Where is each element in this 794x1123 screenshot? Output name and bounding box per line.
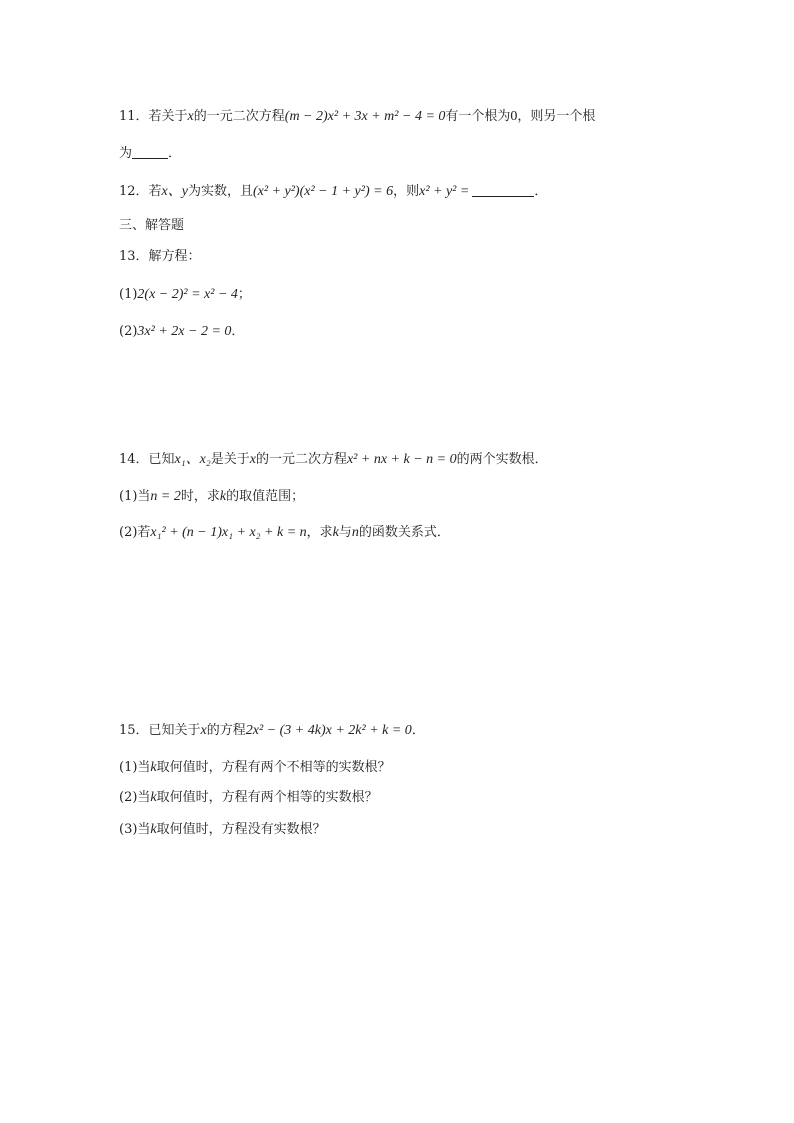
q12-text: ，则: [393, 184, 420, 199]
q12-expression: x² + y² =: [419, 184, 470, 199]
q12-text: 为实数，且: [187, 184, 253, 199]
q14-sub2-condition: x₁² + (n − 1)x₁ + x₂ + k = n: [150, 525, 307, 540]
q14-text: 的函数关系式．: [358, 525, 450, 540]
q14-text: ，求: [306, 525, 333, 540]
q14-text: 的一元二次方程: [255, 452, 347, 467]
q14-sub1-condition: n = 2: [150, 489, 181, 504]
q11-var-x: x: [187, 109, 194, 124]
q14-text: 的两个实数根．: [456, 452, 548, 467]
q13-sub1-equation: 2(x − 2)² = x² − 4: [137, 287, 238, 302]
q15-var-k: k: [150, 760, 157, 775]
q15-text: 15．已知关于: [119, 723, 201, 738]
q14-text: 是关于: [210, 452, 250, 467]
q14-sub2: [119, 523, 450, 543]
q12-answer-blank[interactable]: [472, 182, 534, 197]
q11-line2: [119, 144, 181, 164]
q15-line: [119, 721, 425, 741]
q14-sub1-label: (1)当: [119, 489, 151, 504]
q15-text: 取何值时，方程有两个不相等的实数根？: [156, 760, 391, 775]
q14-line: [119, 450, 548, 470]
q15-sub1: [119, 758, 391, 778]
section3-heading: [119, 216, 184, 236]
q13-sub2-equation: 3x² + 2x − 2 = 0: [137, 324, 232, 339]
q15-sub3-label: (3)当: [119, 822, 151, 837]
q15-var-x: x: [200, 723, 207, 738]
q13-sub2-label: (2): [119, 324, 138, 339]
q11-text: 为: [119, 146, 133, 161]
q15-sub1-label: (1)当: [119, 760, 151, 775]
q11-equation: (m − 2)x² + 3x + m² − 4 = 0: [284, 109, 446, 124]
section-title: 三、解答题: [119, 218, 185, 233]
q11-text: 的一元二次方程: [193, 109, 285, 124]
q14-var-n: n: [351, 525, 359, 540]
q11-line1: [119, 107, 595, 127]
q13-sub2: [119, 322, 244, 342]
q14-sub1: [119, 487, 304, 507]
q15-text: 的方程: [206, 723, 246, 738]
q11-answer-blank[interactable]: [132, 144, 168, 159]
q14-var-k: k: [219, 489, 227, 504]
q14-sub2-label: (2)若: [119, 525, 151, 540]
q11-text: 有一个根为: [445, 109, 511, 124]
q14-text: 14．已知: [119, 452, 175, 467]
q11-root-value: 0: [510, 109, 518, 124]
q12-text: 12．若: [119, 184, 162, 199]
q15-sub3: [119, 820, 326, 840]
q14-var-x: x: [249, 452, 256, 467]
q14-vars: x₁、x₂: [174, 452, 211, 467]
q14-equation: x² + nx + k − n = 0: [346, 452, 457, 467]
q13-text: ．: [231, 324, 245, 339]
q15-text: ．: [411, 723, 425, 738]
q15-text: 取何值时，方程没有实数根？: [156, 822, 326, 837]
q13-sub1-label: (1): [119, 287, 138, 302]
q14-text: 时，求: [180, 489, 220, 504]
q13-sub1: [119, 285, 251, 305]
q11-text: ，则另一个根: [517, 109, 596, 124]
q12-equation: (x² + y²)(x² − 1 + y²) = 6: [253, 184, 394, 199]
q15-sub2-label: (2)当: [119, 790, 151, 805]
q12-text: ．: [534, 184, 548, 199]
q15-equation: 2x² − (3 + 4k)x + 2k² + k = 0: [245, 723, 412, 738]
q12-line: [119, 182, 547, 202]
q14-var-k: k: [332, 525, 339, 540]
q15-var-k: k: [150, 790, 157, 805]
q15-sub2: [119, 788, 378, 808]
q13-text: ；: [237, 287, 251, 302]
q12-vars: x、y: [161, 184, 188, 199]
q11-text: ．: [168, 146, 182, 161]
q14-text: 的取值范围；: [226, 489, 305, 504]
q14-text: 与: [338, 525, 352, 540]
q13-text: 13．解方程：: [119, 249, 201, 264]
q13-title: [119, 247, 201, 267]
q15-text: 取何值时，方程有两个相等的实数根？: [156, 790, 378, 805]
q15-var-k: k: [150, 822, 157, 837]
q11-text: 11．若关于: [119, 109, 188, 124]
